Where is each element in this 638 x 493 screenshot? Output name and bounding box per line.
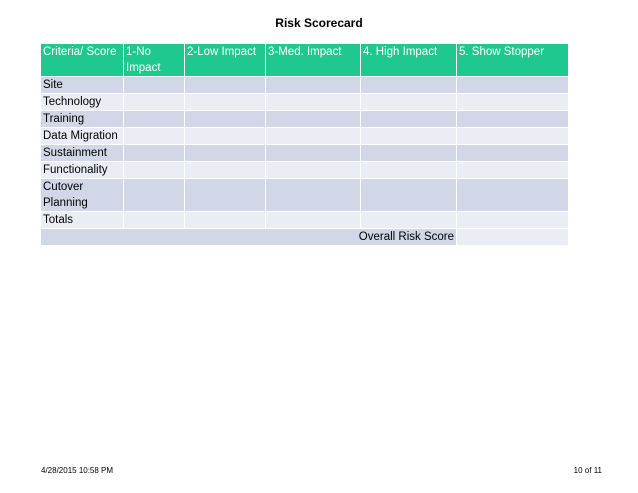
overall-risk-row [41, 229, 569, 246]
score-cell [266, 111, 361, 128]
score-cell [185, 94, 266, 111]
score-cell [266, 94, 361, 111]
score-cell [457, 179, 569, 212]
score-cell [457, 128, 569, 145]
score-cell [266, 162, 361, 179]
overall-risk-score-label: Overall Risk Score [41, 229, 457, 246]
score-cell [124, 128, 185, 145]
score-cell [124, 162, 185, 179]
header-criteria-score: Criteria/ Score [41, 44, 124, 77]
header-low-impact: 2-Low Impact [185, 44, 266, 77]
table-row [41, 179, 569, 212]
row-label: Technology [41, 94, 124, 111]
score-cell [457, 212, 569, 229]
score-cell [185, 77, 266, 94]
risk-scorecard-table [40, 43, 569, 246]
table-row [41, 212, 569, 229]
score-cell [266, 77, 361, 94]
table-row [41, 145, 569, 162]
score-cell [124, 145, 185, 162]
score-cell [457, 77, 569, 94]
row-label: Cutover Planning [41, 179, 124, 212]
table-row [41, 111, 569, 128]
header-high-impact: 4. High Impact [361, 44, 457, 77]
score-cell [457, 162, 569, 179]
score-cell [361, 128, 457, 145]
row-label: Sustainment [41, 145, 124, 162]
score-cell [124, 111, 185, 128]
score-cell [124, 94, 185, 111]
score-cell [361, 77, 457, 94]
header-med-impact: 3-Med. Impact [266, 44, 361, 77]
score-cell [361, 179, 457, 212]
table-row [41, 162, 569, 179]
page-title: Risk Scorecard [275, 16, 363, 30]
table-row [41, 77, 569, 94]
score-cell [124, 77, 185, 94]
score-cell [185, 111, 266, 128]
table-row [41, 128, 569, 145]
score-cell [185, 212, 266, 229]
header-row [41, 44, 569, 77]
score-cell [124, 179, 185, 212]
score-cell [266, 145, 361, 162]
score-cell [361, 145, 457, 162]
score-cell [457, 111, 569, 128]
score-cell [124, 212, 185, 229]
score-cell [361, 162, 457, 179]
row-label: Site [41, 77, 124, 94]
footer-datetime: 4/28/2015 10:58 PM [41, 466, 114, 475]
header-show-stopper: 5. Show Stopper [457, 44, 569, 77]
score-cell [266, 128, 361, 145]
row-label: Totals [41, 212, 124, 229]
score-cell [457, 94, 569, 111]
row-label: Data Migration [41, 128, 124, 145]
footer-page-number: 10 of 11 [573, 466, 602, 475]
score-cell [266, 212, 361, 229]
overall-risk-score-value [457, 229, 569, 246]
score-cell [361, 212, 457, 229]
row-label: Functionality [41, 162, 124, 179]
score-cell [361, 111, 457, 128]
score-cell [361, 94, 457, 111]
score-cell [457, 145, 569, 162]
row-label: Training [41, 111, 124, 128]
score-cell [185, 179, 266, 212]
score-cell [185, 128, 266, 145]
table-row [41, 94, 569, 111]
score-cell [185, 145, 266, 162]
header-no-impact: 1-No Impact [124, 44, 185, 77]
score-cell [185, 162, 266, 179]
score-cell [266, 179, 361, 212]
